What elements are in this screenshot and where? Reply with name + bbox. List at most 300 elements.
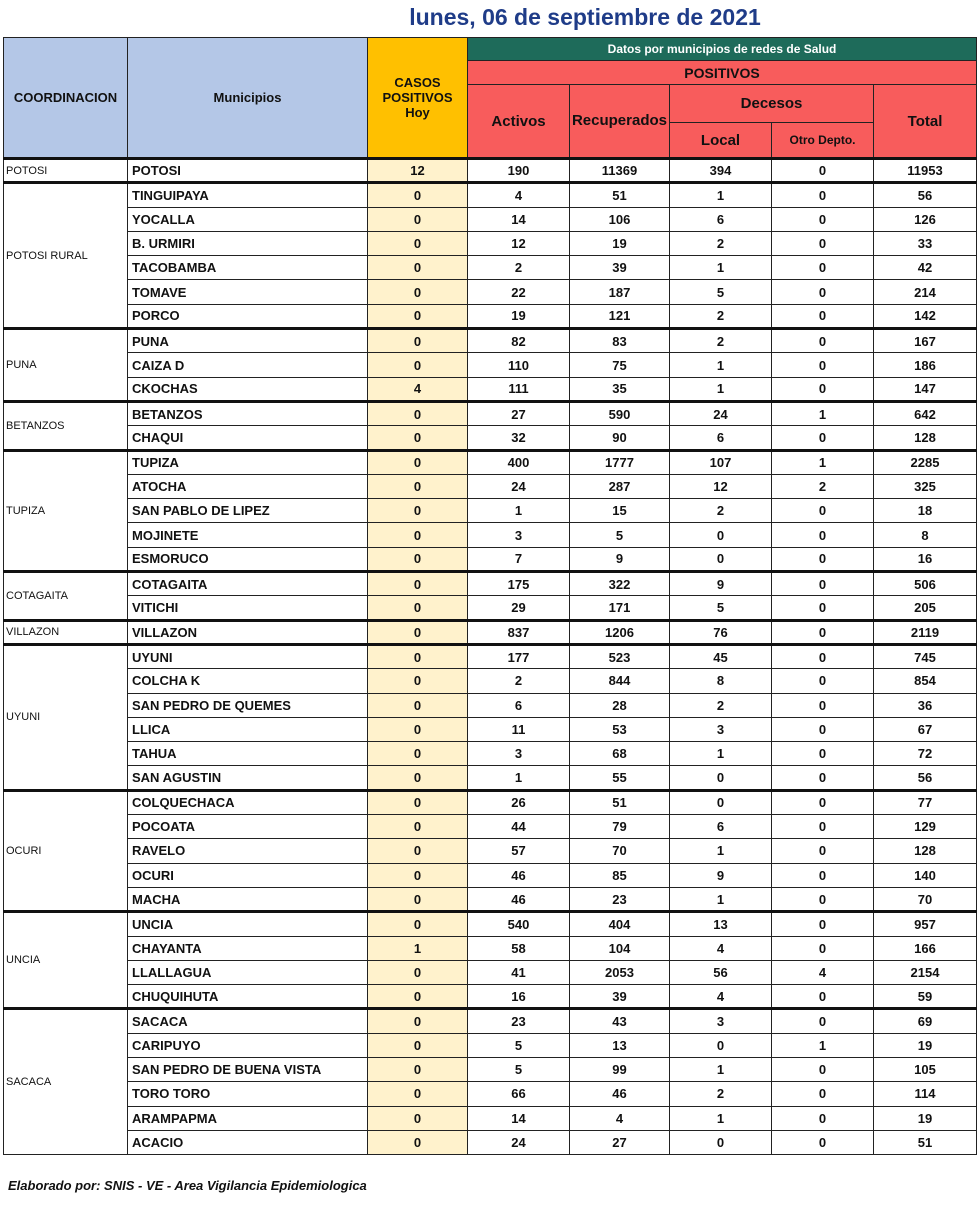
activos-cell: 29 — [468, 596, 570, 620]
activos-cell: 177 — [468, 644, 570, 668]
total-cell: 105 — [874, 1057, 977, 1081]
decesos-otro-cell: 0 — [772, 912, 874, 936]
decesos-otro-cell: 0 — [772, 1057, 874, 1081]
table-row — [4, 523, 977, 547]
casos-hoy-cell: 0 — [368, 1106, 468, 1130]
municipio-cell: YOCALLA — [128, 207, 368, 231]
total-cell: 19 — [874, 1106, 977, 1130]
municipio-cell: ACACIO — [128, 1130, 368, 1154]
decesos-otro-cell: 0 — [772, 936, 874, 960]
recuperados-cell: 85 — [570, 863, 670, 887]
table-header — [4, 38, 977, 159]
total-cell: 19 — [874, 1033, 977, 1057]
table-row — [4, 985, 977, 1009]
decesos-otro-cell: 1 — [772, 401, 874, 425]
table-row — [4, 669, 977, 693]
header-casos-hoy: CASOS POSITIVOS Hoy — [368, 38, 468, 159]
casos-hoy-cell: 0 — [368, 815, 468, 839]
total-cell: 2119 — [874, 620, 977, 644]
activos-cell: 12 — [468, 231, 570, 255]
decesos-local-cell: 45 — [670, 644, 772, 668]
municipio-cell: UYUNI — [128, 644, 368, 668]
municipio-cell: RAVELO — [128, 839, 368, 863]
activos-cell: 5 — [468, 1033, 570, 1057]
coordinacion-cell: POTOSI — [4, 159, 128, 183]
decesos-local-cell: 4 — [670, 985, 772, 1009]
total-cell: 126 — [874, 207, 977, 231]
total-cell: 42 — [874, 256, 977, 280]
table-row — [4, 912, 977, 936]
recuperados-cell: 121 — [570, 304, 670, 328]
decesos-local-cell: 1 — [670, 1057, 772, 1081]
decesos-otro-cell: 0 — [772, 353, 874, 377]
casos-hoy-cell: 0 — [368, 547, 468, 571]
decesos-local-cell: 1 — [670, 742, 772, 766]
total-cell: 128 — [874, 839, 977, 863]
casos-hoy-cell: 0 — [368, 474, 468, 498]
table-body — [4, 159, 977, 1155]
municipio-cell: LLALLAGUA — [128, 960, 368, 984]
decesos-local-cell: 0 — [670, 1033, 772, 1057]
footer-credit: Elaborado por: SNIS - VE - Area Vigilancia Epidemiologica — [8, 1178, 367, 1193]
table-row — [4, 717, 977, 741]
casos-hoy-cell: 0 — [368, 353, 468, 377]
table-row — [4, 766, 977, 790]
recuperados-cell: 187 — [570, 280, 670, 304]
activos-cell: 837 — [468, 620, 570, 644]
casos-hoy-cell: 4 — [368, 377, 468, 401]
recuperados-cell: 844 — [570, 669, 670, 693]
municipio-cell: POCOATA — [128, 815, 368, 839]
casos-hoy-cell: 0 — [368, 207, 468, 231]
activos-cell: 24 — [468, 474, 570, 498]
casos-hoy-cell: 0 — [368, 1009, 468, 1033]
decesos-otro-cell: 0 — [772, 766, 874, 790]
casos-hoy-cell: 0 — [368, 1057, 468, 1081]
municipio-cell: VILLAZON — [128, 620, 368, 644]
casos-hoy-cell: 0 — [368, 280, 468, 304]
coordinacion-cell: SACACA — [4, 1009, 128, 1155]
decesos-otro-cell: 0 — [772, 426, 874, 450]
decesos-local-cell: 3 — [670, 1009, 772, 1033]
decesos-local-cell: 2 — [670, 693, 772, 717]
total-cell: 51 — [874, 1130, 977, 1154]
decesos-local-cell: 4 — [670, 936, 772, 960]
decesos-local-cell: 2 — [670, 231, 772, 255]
decesos-otro-cell: 0 — [772, 985, 874, 1009]
activos-cell: 23 — [468, 1009, 570, 1033]
table-row — [4, 620, 977, 644]
recuperados-cell: 11369 — [570, 159, 670, 183]
decesos-otro-cell: 0 — [772, 329, 874, 353]
municipio-cell: LLICA — [128, 717, 368, 741]
header-decesos: Decesos — [670, 85, 874, 123]
decesos-local-cell: 0 — [670, 1130, 772, 1154]
total-cell: 142 — [874, 304, 977, 328]
recuperados-cell: 104 — [570, 936, 670, 960]
decesos-otro-cell: 0 — [772, 887, 874, 911]
activos-cell: 5 — [468, 1057, 570, 1081]
decesos-otro-cell: 0 — [772, 523, 874, 547]
table-row — [4, 960, 977, 984]
table-row — [4, 742, 977, 766]
total-cell: 8 — [874, 523, 977, 547]
activos-cell: 66 — [468, 1082, 570, 1106]
municipio-cell: CHAQUI — [128, 426, 368, 450]
activos-cell: 16 — [468, 985, 570, 1009]
decesos-local-cell: 3 — [670, 717, 772, 741]
coordinacion-cell: VILLAZON — [4, 620, 128, 644]
table-row — [4, 280, 977, 304]
municipio-cell: UNCIA — [128, 912, 368, 936]
decesos-local-cell: 5 — [670, 280, 772, 304]
covid-cases-table — [3, 37, 977, 1155]
recuperados-cell: 590 — [570, 401, 670, 425]
decesos-local-cell: 12 — [670, 474, 772, 498]
activos-cell: 46 — [468, 887, 570, 911]
decesos-otro-cell: 0 — [772, 644, 874, 668]
decesos-otro-cell: 0 — [772, 280, 874, 304]
casos-hoy-cell: 12 — [368, 159, 468, 183]
table-row — [4, 547, 977, 571]
municipio-cell: TORO TORO — [128, 1082, 368, 1106]
activos-cell: 44 — [468, 815, 570, 839]
activos-cell: 540 — [468, 912, 570, 936]
decesos-otro-cell: 0 — [772, 863, 874, 887]
header-positivos: POSITIVOS — [468, 61, 977, 85]
total-cell: 77 — [874, 790, 977, 814]
table-row — [4, 596, 977, 620]
activos-cell: 41 — [468, 960, 570, 984]
table-row — [4, 1057, 977, 1081]
recuperados-cell: 404 — [570, 912, 670, 936]
total-cell: 2154 — [874, 960, 977, 984]
decesos-local-cell: 0 — [670, 766, 772, 790]
decesos-local-cell: 1 — [670, 377, 772, 401]
header-coordinacion: COORDINACION — [4, 38, 128, 159]
casos-hoy-cell: 0 — [368, 912, 468, 936]
activos-cell: 27 — [468, 401, 570, 425]
casos-hoy-cell: 0 — [368, 401, 468, 425]
total-cell: 69 — [874, 1009, 977, 1033]
decesos-local-cell: 1 — [670, 183, 772, 207]
decesos-local-cell: 394 — [670, 159, 772, 183]
recuperados-cell: 83 — [570, 329, 670, 353]
municipio-cell: ATOCHA — [128, 474, 368, 498]
activos-cell: 32 — [468, 426, 570, 450]
casos-hoy-cell: 0 — [368, 839, 468, 863]
decesos-otro-cell: 0 — [772, 839, 874, 863]
header-local: Local — [670, 123, 772, 159]
municipio-cell: TAHUA — [128, 742, 368, 766]
coordinacion-cell: PUNA — [4, 329, 128, 402]
municipio-cell: B. URMIRI — [128, 231, 368, 255]
decesos-otro-cell: 0 — [772, 620, 874, 644]
decesos-otro-cell: 0 — [772, 742, 874, 766]
decesos-otro-cell: 0 — [772, 183, 874, 207]
total-cell: 325 — [874, 474, 977, 498]
decesos-otro-cell: 0 — [772, 790, 874, 814]
decesos-local-cell: 6 — [670, 815, 772, 839]
activos-cell: 58 — [468, 936, 570, 960]
total-cell: 16 — [874, 547, 977, 571]
recuperados-cell: 79 — [570, 815, 670, 839]
activos-cell: 1 — [468, 499, 570, 523]
table-row — [4, 1033, 977, 1057]
table-row — [4, 1130, 977, 1154]
recuperados-cell: 90 — [570, 426, 670, 450]
recuperados-cell: 13 — [570, 1033, 670, 1057]
municipio-cell: MOJINETE — [128, 523, 368, 547]
decesos-local-cell: 1 — [670, 256, 772, 280]
table-row — [4, 1106, 977, 1130]
municipio-cell: TUPIZA — [128, 450, 368, 474]
total-cell: 18 — [874, 499, 977, 523]
activos-cell: 3 — [468, 742, 570, 766]
municipio-cell: COLQUECHACA — [128, 790, 368, 814]
decesos-otro-cell: 1 — [772, 1033, 874, 1057]
table-row — [4, 936, 977, 960]
table-row — [4, 790, 977, 814]
casos-hoy-cell: 0 — [368, 863, 468, 887]
activos-cell: 19 — [468, 304, 570, 328]
activos-cell: 11 — [468, 717, 570, 741]
total-cell: 70 — [874, 887, 977, 911]
casos-hoy-cell: 0 — [368, 887, 468, 911]
recuperados-cell: 106 — [570, 207, 670, 231]
decesos-otro-cell: 0 — [772, 231, 874, 255]
table-row — [4, 450, 977, 474]
casos-hoy-cell: 0 — [368, 304, 468, 328]
decesos-local-cell: 9 — [670, 572, 772, 596]
municipio-cell: SACACA — [128, 1009, 368, 1033]
report-date-title: lunes, 06 de septiembre de 2021 — [409, 4, 761, 30]
decesos-otro-cell: 0 — [772, 717, 874, 741]
casos-hoy-cell: 0 — [368, 790, 468, 814]
table-row — [4, 183, 977, 207]
decesos-otro-cell: 0 — [772, 547, 874, 571]
casos-hoy-cell: 0 — [368, 693, 468, 717]
total-cell: 167 — [874, 329, 977, 353]
decesos-local-cell: 6 — [670, 426, 772, 450]
municipio-cell: TACOBAMBA — [128, 256, 368, 280]
total-cell: 957 — [874, 912, 977, 936]
decesos-local-cell: 56 — [670, 960, 772, 984]
casos-hoy-cell: 0 — [368, 183, 468, 207]
casos-hoy-cell: 0 — [368, 450, 468, 474]
municipio-cell: TINGUIPAYA — [128, 183, 368, 207]
recuperados-cell: 27 — [570, 1130, 670, 1154]
decesos-local-cell: 2 — [670, 499, 772, 523]
casos-hoy-cell: 0 — [368, 572, 468, 596]
decesos-local-cell: 5 — [670, 596, 772, 620]
municipio-cell: COLCHA K — [128, 669, 368, 693]
municipio-cell: ESMORUCO — [128, 547, 368, 571]
recuperados-cell: 15 — [570, 499, 670, 523]
total-cell: 129 — [874, 815, 977, 839]
coordinacion-cell: OCURI — [4, 790, 128, 911]
activos-cell: 111 — [468, 377, 570, 401]
municipio-cell: CHAYANTA — [128, 936, 368, 960]
activos-cell: 14 — [468, 207, 570, 231]
activos-cell: 7 — [468, 547, 570, 571]
activos-cell: 1 — [468, 766, 570, 790]
total-cell: 114 — [874, 1082, 977, 1106]
decesos-otro-cell: 0 — [772, 207, 874, 231]
table-row — [4, 863, 977, 887]
casos-hoy-cell: 0 — [368, 1130, 468, 1154]
table-row — [4, 304, 977, 328]
activos-cell: 82 — [468, 329, 570, 353]
total-cell: 147 — [874, 377, 977, 401]
total-cell: 33 — [874, 231, 977, 255]
activos-cell: 2 — [468, 256, 570, 280]
recuperados-cell: 35 — [570, 377, 670, 401]
recuperados-cell: 322 — [570, 572, 670, 596]
total-cell: 11953 — [874, 159, 977, 183]
total-cell: 506 — [874, 572, 977, 596]
activos-cell: 46 — [468, 863, 570, 887]
activos-cell: 175 — [468, 572, 570, 596]
municipio-cell: PORCO — [128, 304, 368, 328]
decesos-otro-cell: 0 — [772, 304, 874, 328]
table-row — [4, 207, 977, 231]
decesos-otro-cell: 1 — [772, 450, 874, 474]
decesos-otro-cell: 0 — [772, 693, 874, 717]
decesos-local-cell: 1 — [670, 1106, 772, 1130]
table-row — [4, 693, 977, 717]
casos-hoy-cell: 0 — [368, 960, 468, 984]
casos-hoy-cell: 1 — [368, 936, 468, 960]
total-cell: 642 — [874, 401, 977, 425]
municipio-cell: CKOCHAS — [128, 377, 368, 401]
decesos-otro-cell: 0 — [772, 596, 874, 620]
municipio-cell: VITICHI — [128, 596, 368, 620]
total-cell: 854 — [874, 669, 977, 693]
total-cell: 36 — [874, 693, 977, 717]
header-activos: Activos — [468, 85, 570, 159]
recuperados-cell: 28 — [570, 693, 670, 717]
recuperados-cell: 99 — [570, 1057, 670, 1081]
casos-hoy-cell: 0 — [368, 742, 468, 766]
table-row — [4, 1082, 977, 1106]
decesos-local-cell: 76 — [670, 620, 772, 644]
total-cell: 745 — [874, 644, 977, 668]
total-cell: 59 — [874, 985, 977, 1009]
header-datos-redes: Datos por municipios de redes de Salud — [468, 38, 977, 61]
casos-hoy-cell: 0 — [368, 426, 468, 450]
casos-hoy-cell: 0 — [368, 985, 468, 1009]
recuperados-cell: 55 — [570, 766, 670, 790]
recuperados-cell: 53 — [570, 717, 670, 741]
activos-cell: 4 — [468, 183, 570, 207]
table-row — [4, 572, 977, 596]
casos-hoy-cell: 0 — [368, 669, 468, 693]
recuperados-cell: 523 — [570, 644, 670, 668]
recuperados-cell: 9 — [570, 547, 670, 571]
municipio-cell: COTAGAITA — [128, 572, 368, 596]
table-row — [4, 1009, 977, 1033]
recuperados-cell: 171 — [570, 596, 670, 620]
casos-hoy-cell: 0 — [368, 717, 468, 741]
table-row — [4, 839, 977, 863]
total-cell: 2285 — [874, 450, 977, 474]
table-row — [4, 887, 977, 911]
header-total: Total — [874, 85, 977, 159]
header-recuperados: Recuperados — [570, 85, 670, 159]
coordinacion-cell: UNCIA — [4, 912, 128, 1009]
casos-hoy-cell: 0 — [368, 766, 468, 790]
activos-cell: 2 — [468, 669, 570, 693]
decesos-local-cell: 1 — [670, 353, 772, 377]
casos-hoy-cell: 0 — [368, 523, 468, 547]
total-cell: 140 — [874, 863, 977, 887]
table-row — [4, 644, 977, 668]
recuperados-cell: 1777 — [570, 450, 670, 474]
header-otro-depto: Otro Depto. — [772, 123, 874, 159]
municipio-cell: SAN PEDRO DE QUEMES — [128, 693, 368, 717]
decesos-otro-cell: 4 — [772, 960, 874, 984]
activos-cell: 190 — [468, 159, 570, 183]
decesos-local-cell: 13 — [670, 912, 772, 936]
decesos-otro-cell: 0 — [772, 499, 874, 523]
decesos-otro-cell: 0 — [772, 159, 874, 183]
total-cell: 67 — [874, 717, 977, 741]
recuperados-cell: 51 — [570, 790, 670, 814]
decesos-local-cell: 24 — [670, 401, 772, 425]
activos-cell: 24 — [468, 1130, 570, 1154]
table-row — [4, 499, 977, 523]
municipio-cell: POTOSI — [128, 159, 368, 183]
decesos-otro-cell: 0 — [772, 669, 874, 693]
table-row — [4, 474, 977, 498]
decesos-otro-cell: 0 — [772, 1009, 874, 1033]
table-row — [4, 256, 977, 280]
coordinacion-cell: COTAGAITA — [4, 572, 128, 621]
total-cell: 166 — [874, 936, 977, 960]
decesos-local-cell: 2 — [670, 329, 772, 353]
recuperados-cell: 287 — [570, 474, 670, 498]
total-cell: 128 — [874, 426, 977, 450]
decesos-otro-cell: 0 — [772, 572, 874, 596]
activos-cell: 400 — [468, 450, 570, 474]
decesos-otro-cell: 2 — [772, 474, 874, 498]
total-cell: 214 — [874, 280, 977, 304]
activos-cell: 26 — [468, 790, 570, 814]
decesos-local-cell: 8 — [670, 669, 772, 693]
municipio-cell: PUNA — [128, 329, 368, 353]
recuperados-cell: 4 — [570, 1106, 670, 1130]
decesos-local-cell: 6 — [670, 207, 772, 231]
recuperados-cell: 19 — [570, 231, 670, 255]
municipio-cell: CAIZA D — [128, 353, 368, 377]
decesos-local-cell: 0 — [670, 547, 772, 571]
municipio-cell: CARIPUYO — [128, 1033, 368, 1057]
municipio-cell: SAN AGUSTIN — [128, 766, 368, 790]
decesos-local-cell: 9 — [670, 863, 772, 887]
coordinacion-cell: BETANZOS — [4, 401, 128, 450]
decesos-otro-cell: 0 — [772, 256, 874, 280]
coordinacion-cell: UYUNI — [4, 644, 128, 790]
table-row — [4, 815, 977, 839]
casos-hoy-cell: 0 — [368, 256, 468, 280]
decesos-local-cell: 1 — [670, 839, 772, 863]
recuperados-cell: 43 — [570, 1009, 670, 1033]
activos-cell: 3 — [468, 523, 570, 547]
casos-hoy-cell: 0 — [368, 596, 468, 620]
recuperados-cell: 46 — [570, 1082, 670, 1106]
header-municipios: Municipios — [128, 38, 368, 159]
